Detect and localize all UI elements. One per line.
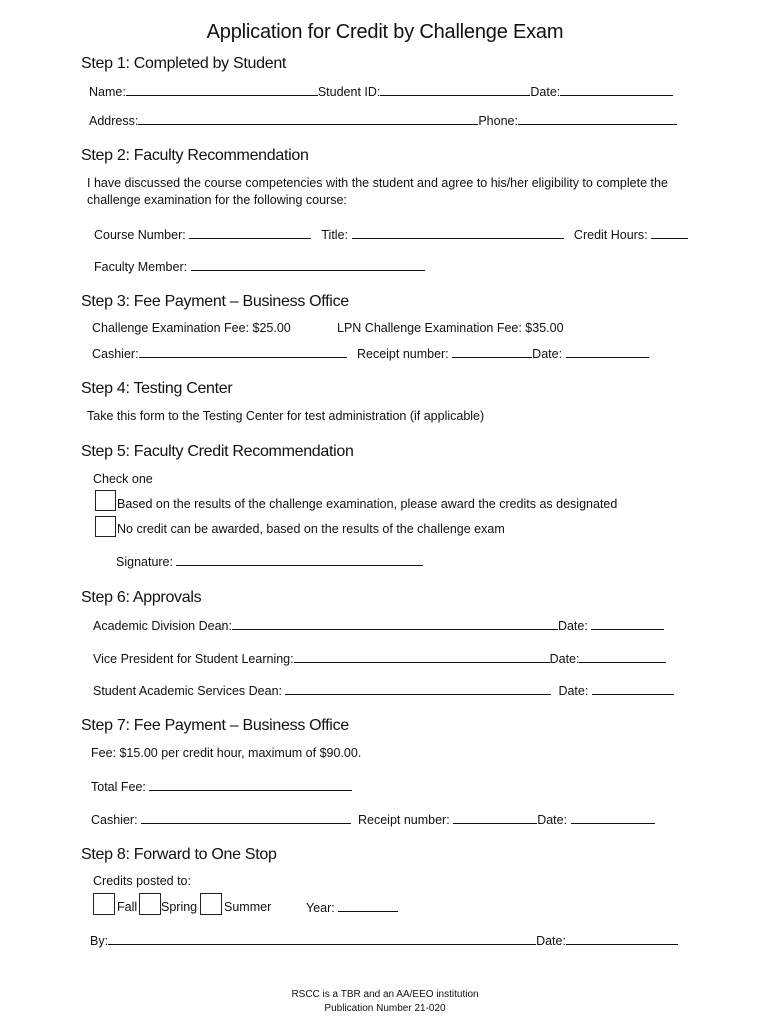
receipt-line (453, 812, 537, 824)
fall-label: Fall (117, 900, 138, 914)
sas-dean-label: Student Academic Services Dean: (93, 684, 282, 698)
faculty-member-label: Faculty Member: (94, 260, 188, 274)
name-line (126, 84, 318, 96)
step2-text-1: I have discussed the course competencies with the student and agree to his/her eligibility to complete the (87, 176, 668, 190)
date-line (592, 683, 674, 695)
date-label: Date: (558, 684, 589, 698)
phone-label: Phone: (478, 114, 518, 128)
footer-line-2: Publication Number 21-020 (324, 1003, 446, 1014)
no-credit-checkbox[interactable] (95, 516, 116, 537)
date-line (579, 651, 666, 663)
spring-label: Spring (161, 900, 198, 914)
student-id-line (380, 84, 530, 96)
signature-label: Signature: (116, 555, 173, 569)
total-fee-line (149, 779, 352, 791)
step7-cashier-row[interactable] (91, 812, 655, 828)
total-fee-label: Total Fee: (91, 780, 146, 794)
award-credits-checkbox[interactable] (95, 490, 116, 511)
date-label: Date: (532, 347, 563, 361)
step4-text: Take this form to the Testing Center for test administration (if applicable) (87, 409, 485, 423)
student-id-label: Student ID: (317, 85, 381, 99)
step2-text-2: challenge examination for the following course: (87, 193, 347, 207)
dean-row[interactable] (93, 618, 664, 634)
date-label: Date: (537, 813, 568, 827)
dean-label: Academic Division Dean: (93, 619, 232, 633)
lpn-fee: LPN Challenge Examination Fee: $35.00 (337, 321, 564, 335)
sas-dean-line (285, 683, 551, 695)
step7-heading: Step 7: Fee Payment – Business Office (81, 717, 349, 734)
fall-checkbox[interactable] (93, 893, 115, 915)
receipt-label: Receipt number: (356, 347, 449, 361)
credits-posted-label: Credits posted to: (93, 874, 191, 888)
course-number-line (189, 227, 311, 239)
award-credits-label: Based on the results of the challenge examination, please award the credits as designated (117, 497, 618, 511)
course-number-label: Course Number: (94, 228, 186, 242)
date-line (571, 812, 655, 824)
course-row[interactable] (94, 227, 688, 243)
cashier-label: Cashier: (92, 347, 139, 361)
name-field[interactable] (89, 84, 673, 100)
challenge-fee: Challenge Examination Fee: $25.00 (92, 321, 291, 335)
summer-checkbox[interactable] (200, 893, 222, 915)
date-line (566, 933, 678, 945)
faculty-member-line (191, 259, 425, 271)
title-line (352, 227, 564, 239)
step3-heading: Step 3: Fee Payment – Business Office (81, 293, 349, 310)
dean-line (232, 618, 558, 630)
step7-fee: Fee: $15.00 per credit hour, maximum of $90.00. (91, 746, 362, 760)
form-title: Application for Credit by Challenge Exam (206, 21, 564, 43)
address-line (138, 113, 478, 125)
address-label: Address: (89, 114, 139, 128)
cashier-label: Cashier: (91, 813, 138, 827)
year-field[interactable] (306, 900, 398, 916)
date-line (566, 346, 649, 358)
title-label: Title: (321, 228, 349, 242)
step6-heading: Step 6: Approvals (81, 589, 202, 606)
step3-cashier-row[interactable] (92, 346, 649, 362)
receipt-label: Receipt number: (357, 813, 450, 827)
date-label: Date: (557, 619, 588, 633)
vp-line (294, 651, 550, 663)
credit-hours-line (651, 227, 688, 239)
faculty-member-field[interactable] (94, 259, 425, 275)
vp-label: Vice President for Student Learning: (93, 652, 294, 666)
step5-heading: Step 5: Faculty Credit Recommendation (81, 443, 354, 460)
phone-line (518, 113, 677, 125)
signature-line (176, 554, 423, 566)
date-label: Date: (549, 652, 580, 666)
sas-dean-row[interactable] (93, 683, 674, 699)
by-row[interactable] (90, 933, 678, 949)
summer-label: Summer (224, 900, 272, 914)
check-one-label: Check one (93, 472, 153, 486)
receipt-line (452, 346, 532, 358)
step4-heading: Step 4: Testing Center (81, 380, 233, 397)
cashier-line (139, 346, 347, 358)
footer-line-1: RSCC is a TBR and an AA/EEO institution (291, 989, 479, 1000)
total-fee-field[interactable] (91, 779, 352, 795)
by-label: By: (90, 934, 109, 948)
credit-hours-label: Credit Hours: (573, 228, 648, 242)
date-label: Date: (536, 934, 566, 948)
vp-row[interactable] (93, 651, 666, 667)
cashier-line (141, 812, 351, 824)
spring-checkbox[interactable] (139, 893, 161, 915)
address-field[interactable] (89, 113, 677, 129)
year-line (338, 900, 398, 912)
step8-heading: Step 8: Forward to One Stop (81, 846, 277, 863)
date-line (591, 618, 664, 630)
date-line (560, 84, 673, 96)
signature-field[interactable] (116, 554, 423, 570)
no-credit-label: No credit can be awarded, based on the results of the challenge exam (117, 522, 505, 536)
step2-heading: Step 2: Faculty Recommendation (81, 147, 309, 164)
name-label: Name: (89, 85, 126, 99)
year-label: Year: (306, 901, 335, 915)
by-line (108, 933, 536, 945)
step1-heading: Step 1: Completed by Student (81, 55, 287, 72)
date-label: Date: (530, 85, 561, 99)
